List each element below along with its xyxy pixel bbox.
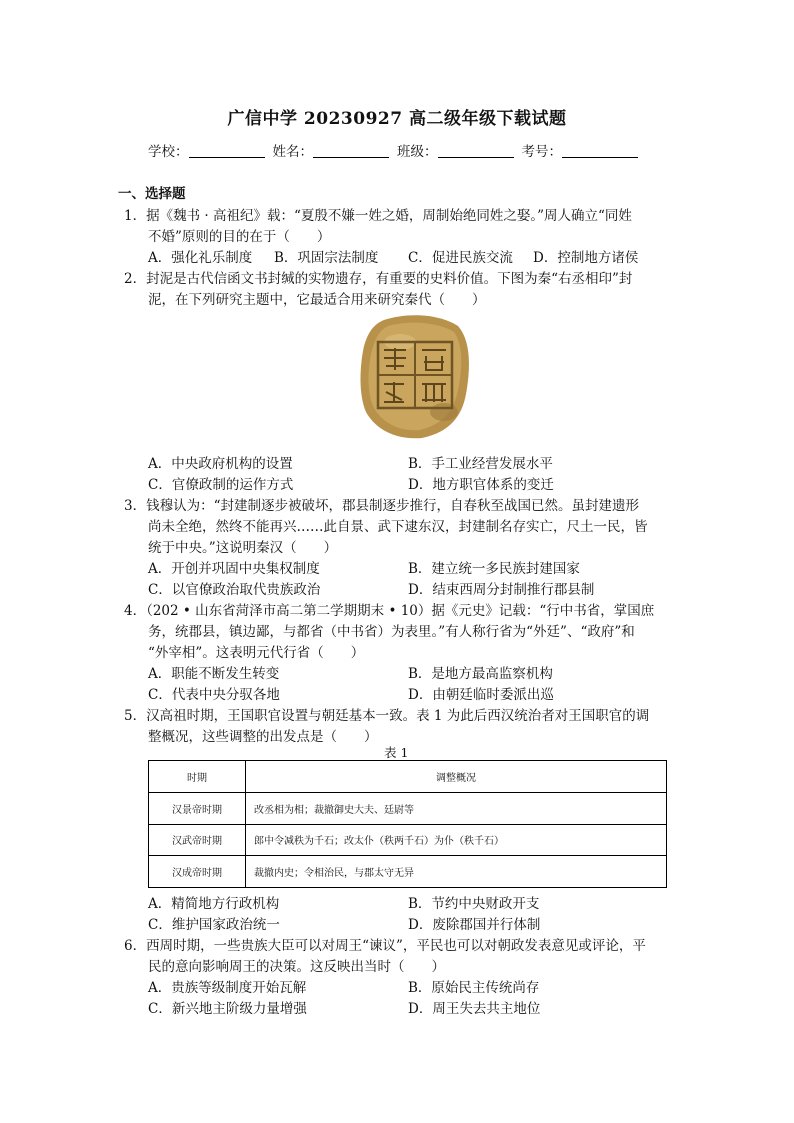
id-blank bbox=[562, 145, 638, 158]
page-title: 广信中学 20230927 高二级年级下载试题 bbox=[227, 109, 567, 129]
q4-line-3: “外宰相”。这表明元代行省（ ） bbox=[148, 645, 365, 661]
q1-option-c: C．促进民族交流 bbox=[408, 250, 513, 266]
q3-option-a: A．开创并巩固中央集权制度 bbox=[148, 561, 320, 577]
q6-option-b: B．原始民主传统尚存 bbox=[408, 980, 540, 996]
id-label: 考号： bbox=[521, 144, 562, 160]
q5-line-1: 5．汉高祖时期，王国职官设置与朝廷基本一致。表 1 为此后西汉统治者对王国职官的调 bbox=[124, 708, 650, 724]
table-row bbox=[149, 856, 667, 888]
q3-line-2: 尚未全绝，然终不能再兴……此自景、武下逮东汉，封建制名存实亡，尺土一民，皆 bbox=[148, 519, 648, 535]
q2-line-2: 泥，在下列研究主题中，它最适合用来研究秦代（ ） bbox=[148, 292, 486, 308]
table-header-cell: 调整概况 bbox=[246, 761, 667, 793]
table-cell-period: 汉成帝时期 bbox=[149, 856, 246, 888]
q4-option-b: B．是地方最高监察机构 bbox=[408, 666, 553, 682]
q2-option-d: D．地方职官体系的变迁 bbox=[408, 477, 554, 493]
q4-option-c: C．代表中央分驭各地 bbox=[148, 687, 280, 703]
q5-option-d: D．废除郡国并行体制 bbox=[408, 917, 541, 933]
name-label: 姓名： bbox=[272, 144, 313, 160]
student-info-row bbox=[0, 140, 794, 160]
table-cell-detail: 郎中令减秩为千石；改太仆（秩两千石）为仆（秩千石） bbox=[246, 824, 667, 856]
table-row bbox=[149, 824, 667, 856]
name-blank bbox=[313, 145, 389, 158]
table-row bbox=[149, 792, 667, 824]
table-header-row bbox=[149, 761, 667, 793]
section-heading: 一、选择题 bbox=[118, 186, 186, 202]
q5-option-c: C．维护国家政治统一 bbox=[148, 917, 280, 933]
q6-line-2: 民的意向影响周王的决策。这反映出当时（ ） bbox=[148, 959, 445, 975]
q3-option-c: C．以官僚政治取代贵族政治 bbox=[148, 582, 321, 598]
q2-option-a: A．中央政府机构的设置 bbox=[148, 456, 293, 472]
q1-option-d: D．控制地方诸侯 bbox=[533, 250, 639, 266]
q1-line-1: 1．据《魏书 · 高祖纪》载：“夏殷不嫌一姓之婚，周制始绝同姓之娶。”周人确立“同姓 bbox=[124, 208, 632, 224]
q1-option-a: A．强化礼乐制度 bbox=[148, 250, 253, 266]
q1-option-b: B．巩固宗法制度 bbox=[274, 250, 379, 266]
q2-option-c: C．官僚政制的运作方式 bbox=[148, 477, 294, 493]
q2-option-b: B．手工业经营发展水平 bbox=[408, 456, 553, 472]
q4-option-d: D．由朝廷临时委派出巡 bbox=[408, 687, 554, 703]
q4-line-2: 务，统郡县，镇边鄙，与都省（中书省）为表里。”有人称行省为“外廷”、“政府”和 bbox=[148, 624, 635, 640]
q3-option-d: D．结束西周分封制推行郡县制 bbox=[408, 582, 595, 598]
q6-option-c: C．新兴地主阶级力量增强 bbox=[148, 1001, 307, 1017]
q1-line-2: 不婚”原则的目的在于（ ） bbox=[148, 229, 331, 245]
q6-option-a: A．贵族等级制度开始瓦解 bbox=[148, 980, 307, 996]
class-blank bbox=[438, 145, 514, 158]
q4-line-1: 4．（202 • 山东省菏泽市高二第二学期期末 • 10）据《元史》记载：“行中书省，掌国庶 bbox=[124, 603, 655, 619]
q3-line-3: 统于中央。”这说明秦汉（ ） bbox=[148, 540, 338, 556]
q6-option-d: D．周王失去共主地位 bbox=[408, 1001, 541, 1017]
q5-option-a: A．精简地方行政机构 bbox=[148, 896, 280, 912]
q3-line-1: 3．钱穆认为：“封建制逐步被破坏，郡县制逐步推行，自春秋至战国已然。虽封建遗形 bbox=[124, 498, 639, 514]
q5-line-2: 整概况，这些调整的出发点是（ ） bbox=[148, 729, 378, 745]
table-cell-detail: 改丞相为相；裁撤御史大夫、廷尉等 bbox=[246, 792, 667, 824]
table-cell-detail: 裁撤内史；令相治民，与郡太守无异 bbox=[246, 856, 667, 888]
q5-option-b: B．节约中央财政开支 bbox=[408, 896, 540, 912]
q2-line-1: 2．封泥是古代信函文书封缄的实物遗存，有重要的史料价值。下图为秦“右丞相印”封 bbox=[124, 271, 633, 287]
q4-option-a: A．职能不断发生转变 bbox=[148, 666, 280, 682]
table-cell-period: 汉武帝时期 bbox=[149, 824, 246, 856]
table-caption: 表 1 bbox=[384, 745, 409, 760]
school-blank bbox=[189, 145, 265, 158]
adjustment-table bbox=[148, 760, 667, 888]
q3-option-b: B．建立统一多民族封建国家 bbox=[408, 561, 580, 577]
table-header-cell: 时期 bbox=[149, 761, 246, 793]
school-label: 学校： bbox=[148, 144, 189, 160]
q6-line-1: 6．西周时期，一些贵族大臣可以对周王“谏议”，平民也可以对朝政发表意见或评论，平 bbox=[124, 938, 646, 954]
class-label: 班级： bbox=[397, 144, 438, 160]
seal-clay-image bbox=[356, 312, 474, 440]
table-cell-period: 汉景帝时期 bbox=[149, 792, 246, 824]
